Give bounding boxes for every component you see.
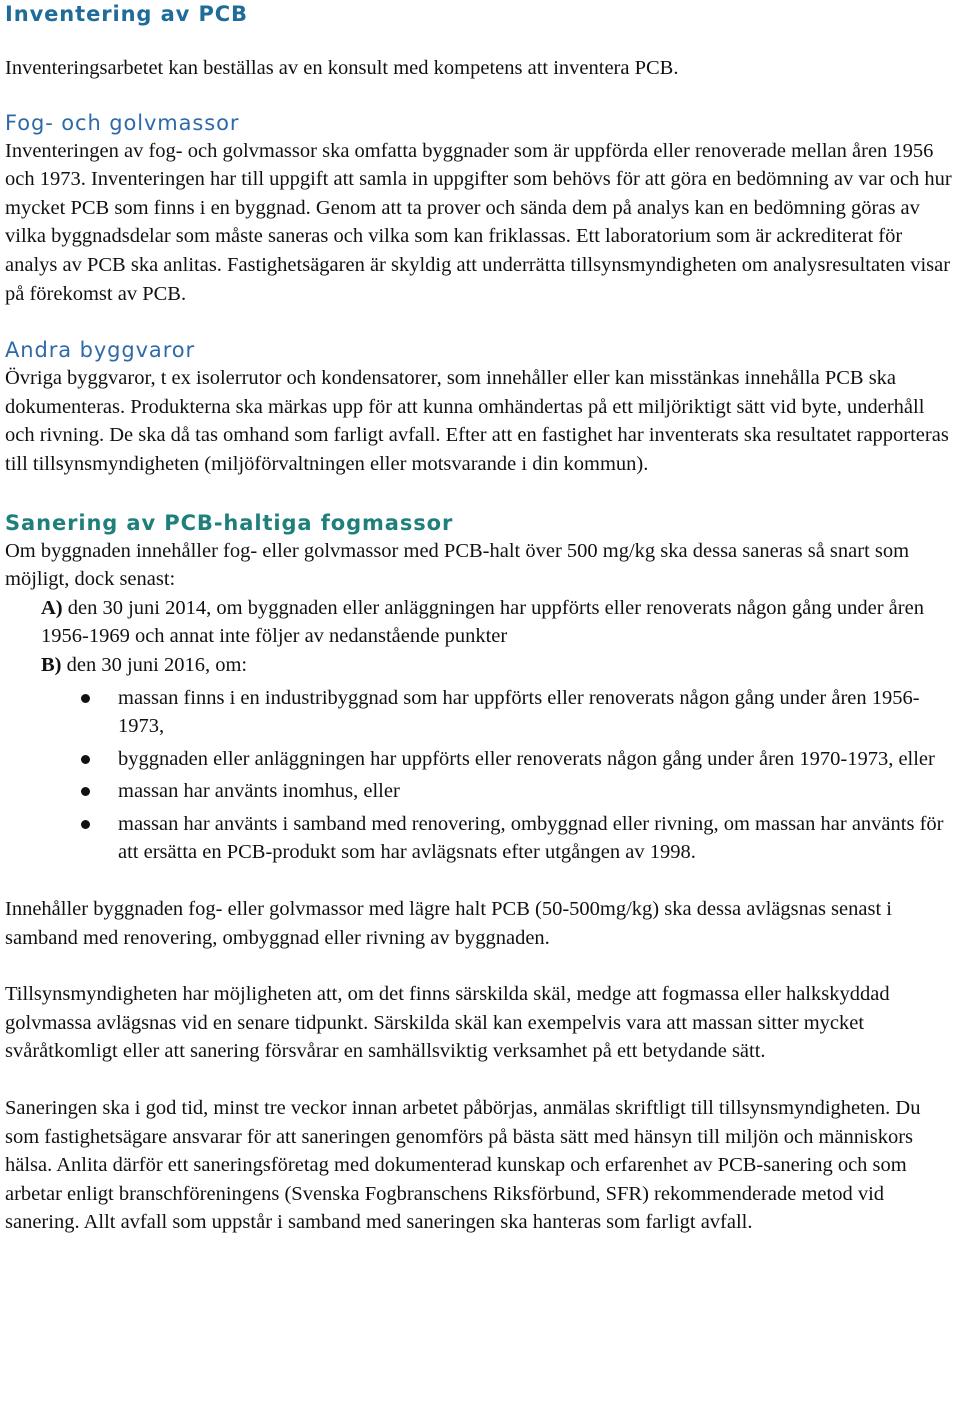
list-item: massan finns i en industribyggnad som har uppförts eller renoverats någon gång under åren 1956-1973, bbox=[5, 684, 955, 741]
section-heading-andra: Andra byggvaror bbox=[5, 338, 196, 363]
paragraph-lower-halt: Innehåller byggnaden fog- eller golvmassor med lägre halt PCB (50-500mg/kg) ska dessa avlägsnas senast i samband med renovering, ombyggnad eller rivning av byggnaden. bbox=[5, 898, 892, 949]
list-item: massan har använts i samband med renovering, ombyggnad eller rivning, om massan har använts för att ersätta en PCB-produkt som har avlägsnats efter utgången av 1998. bbox=[5, 810, 955, 867]
intro-paragraph: Inventeringsarbetet kan beställas av en konsult med kompetens att inventera PCB. bbox=[5, 57, 679, 79]
deadline-label-b: B) bbox=[41, 653, 62, 676]
section-text-fog: Inventeringen av fog- och golvmassor ska omfatta byggnader som är uppförda eller renoverade mellan åren 1956 och 1973. Inventeringen har till uppgift att samla in uppgifter som behövs för att göra en bedömning av var och hur mycket PCB som finns i en byggnad. Genom att ta prover och sända dem på analys kan en bedömning göras av vilka byggnadsdelar som måste saneras och vilka som kan friklassas. Ett laboratorium som är ackrediterat för analys av PCB ska anlitas. Fastighetsägaren är skyldig att underrätta tillsynsmyndigheten om analysresultaten visar på förekomst av PCB. bbox=[5, 139, 952, 305]
document-title: Inventering av PCB bbox=[5, 2, 248, 26]
list-item: byggnaden eller anläggningen har uppförts eller renoverats någon gång under åren 1970-1973, eller bbox=[5, 745, 955, 774]
deadline-item-a bbox=[41, 594, 955, 651]
bullet-dot-icon bbox=[81, 755, 90, 764]
bullet-dot-icon bbox=[81, 787, 90, 796]
deadline-item-b bbox=[41, 651, 955, 680]
section-fog-golvmassor bbox=[5, 109, 955, 309]
deadline-text-a: den 30 juni 2014, om byggnaden eller anläggningen har uppförts eller renoverats någon gång under åren 1956-1969 och annat inte följer av nedanstående punkter bbox=[41, 596, 924, 648]
sanering-intro: Om byggnaden innehåller fog- eller golvmassor med PCB-halt över 500 mg/kg ska dessa saneras så snart som möjligt, dock senast: bbox=[5, 539, 910, 591]
section-andra-byggvaror bbox=[5, 336, 955, 478]
section-sanering bbox=[5, 509, 955, 1237]
section-text-andra: Övriga byggvaror, t ex isolerrutor och kondensatorer, som innehåller eller kan misstänkas innehålla PCB ska dokumenteras. Produkterna ska märkas upp för att kunna omhändertas på ett miljöriktigt sätt vid byte, underhåll och rivning. De ska då tas omhand som farligt avfall. Efter att en fastighet har inventerats ska resultatet rapporteras till tillsynsmyndigheten (miljöförvaltningen eller motsvarande i din kommun). bbox=[5, 367, 949, 475]
bullet-dot-icon bbox=[81, 694, 90, 703]
paragraph-tillsyn: Tillsynsmyndigheten har möjligheten att, om det finns särskilda skäl, medge att fogmassa eller halkskyddad golvmassa avlägsnas vid en senare tidpunkt. Särskilda skäl kan exempelvis vara att massan sitter mycket svåråtkomligt eller att sanering försvårar en samhällsviktig verksamhet på ett betydande sätt. bbox=[5, 983, 890, 1063]
deadline-text-b: den 30 juni 2016, om: bbox=[61, 653, 248, 676]
section-heading-fog: Fog- och golvmassor bbox=[5, 110, 240, 135]
bullet-dot-icon bbox=[81, 820, 90, 829]
section-heading-sanering: Sanering av PCB-haltiga fogmassor bbox=[5, 510, 454, 535]
paragraph-anmalan: Saneringen ska i god tid, minst tre veckor innan arbetet påbörjas, anmälas skriftligt till tillsynsmyndigheten. Du som fastighetsägare ansvarar för att saneringen genomförs på bästa sätt med hänsyn till miljön och människors hälsa. Anlita därför ett saneringsföretag med dokumenterad kunskap och erfarenhet av PCB-sanering och som arbetar enligt branschföreningens (Svenska Fogbranschens Riksförbund, SFR) rekommenderade metod vid sanering. Allt avfall som uppstår i samband med saneringen ska hanteras som farligt avfall. bbox=[5, 1097, 921, 1234]
criteria-bullet-list bbox=[5, 684, 955, 868]
document-page bbox=[5, 0, 955, 1237]
list-item: massan har använts inomhus, eller bbox=[5, 777, 955, 806]
deadline-label-a: A) bbox=[41, 596, 63, 619]
